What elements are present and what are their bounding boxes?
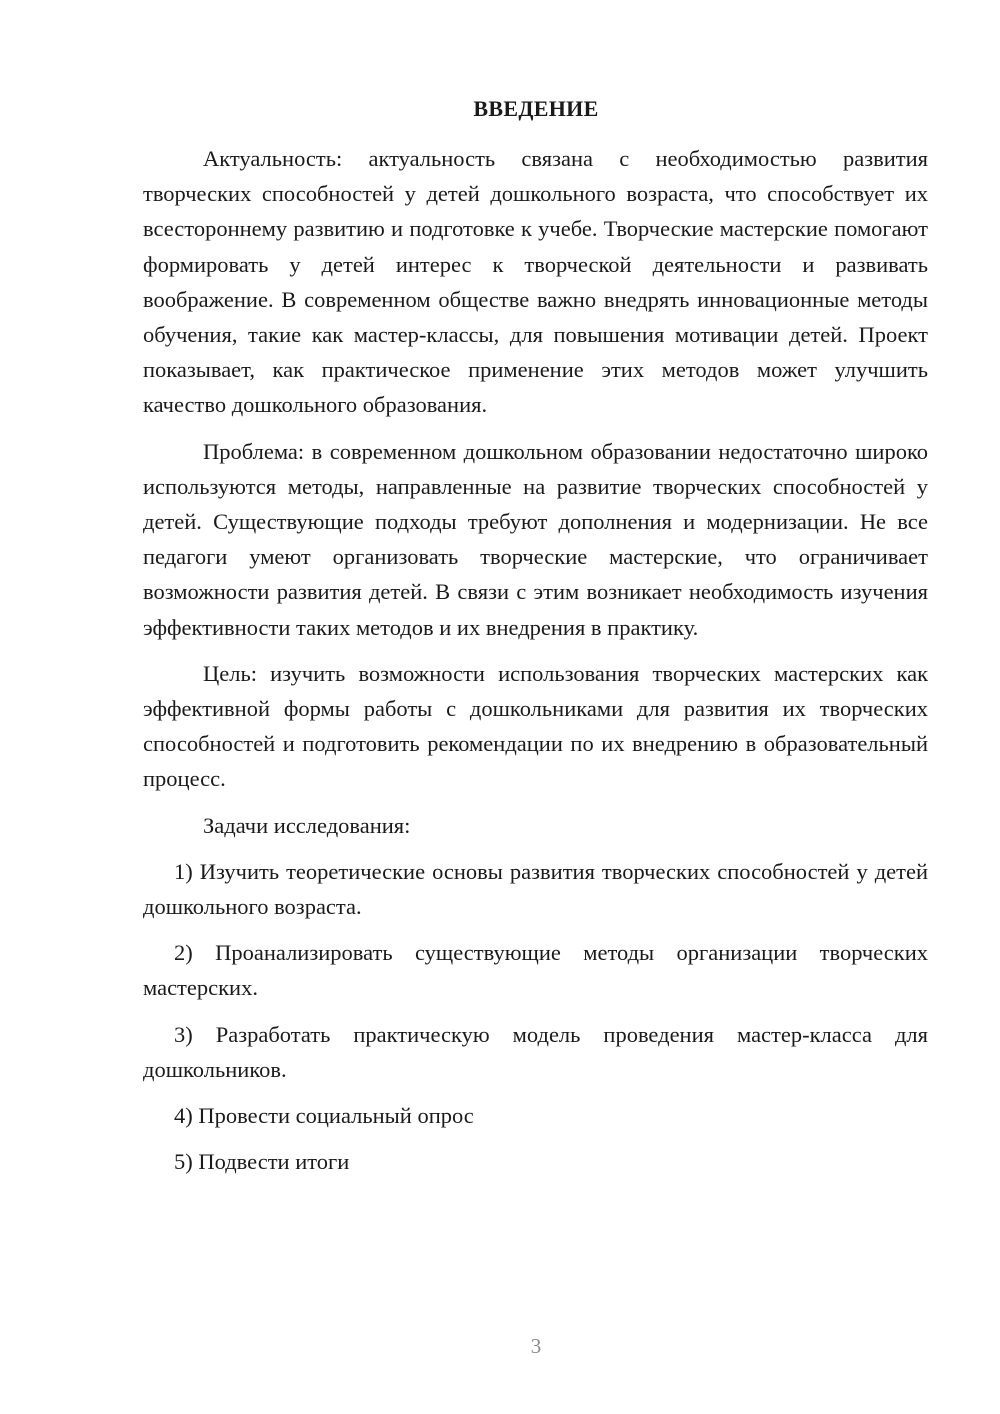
paragraph-goal: Цель: изучить возможности использования творческих мастерских как эффективной формы работы с дошкольниками для развития их творческих способностей и подготовить рекомендации по их внедрению в образовательный процесс.	[143, 660, 928, 792]
tasks-heading: Задачи исследования:	[203, 812, 411, 838]
document-body	[143, 141, 928, 1190]
task-item-3: 3) Разработать практическую модель проведения мастер-класса для дошкольников.	[143, 1021, 928, 1082]
task-item-4: 4) Провести социальный опрос	[174, 1103, 474, 1129]
page-title: ВВЕДЕНИЕ	[473, 96, 599, 121]
task-item-5: 5) Подвести итоги	[174, 1149, 350, 1175]
task-item-2: 2) Проанализировать существующие методы организации творческих мастерских.	[143, 940, 928, 1001]
task-item-1: 1) Изучить теоретические основы развития творческих способностей у детей дошкольного возраста.	[143, 858, 928, 920]
paragraph-problem: Проблема: в современном дошкольном образовании недостаточно широко используются методы, направленные на развитие творческих способностей у детей. Существующие подходы требуют дополнения и модернизации. Не все педагоги умеют организовать творческие мастерские, что ограничивает возможности развития детей. В связи с этим возникает необходимость изучения эффективности таких методов и их внедрения в практику.	[143, 438, 928, 640]
page-number: 3	[530, 1334, 542, 1358]
paragraph-relevance: Актуальность: актуальность связана с необходимостью развития творческих способностей у детей дошкольного возраста, что способствует их всестороннему развитию и подготовке к учебе. Творческие мастерские помогают формировать у детей интерес к творческой деятельности и развивать воображение. В современном обществе важно внедрять инновационные методы обучения, такие как мастер-классы, для повышения мотивации детей. Проект показывает, как практическое применение этих методов может улучшить качество дошкольного образования.	[143, 146, 928, 418]
